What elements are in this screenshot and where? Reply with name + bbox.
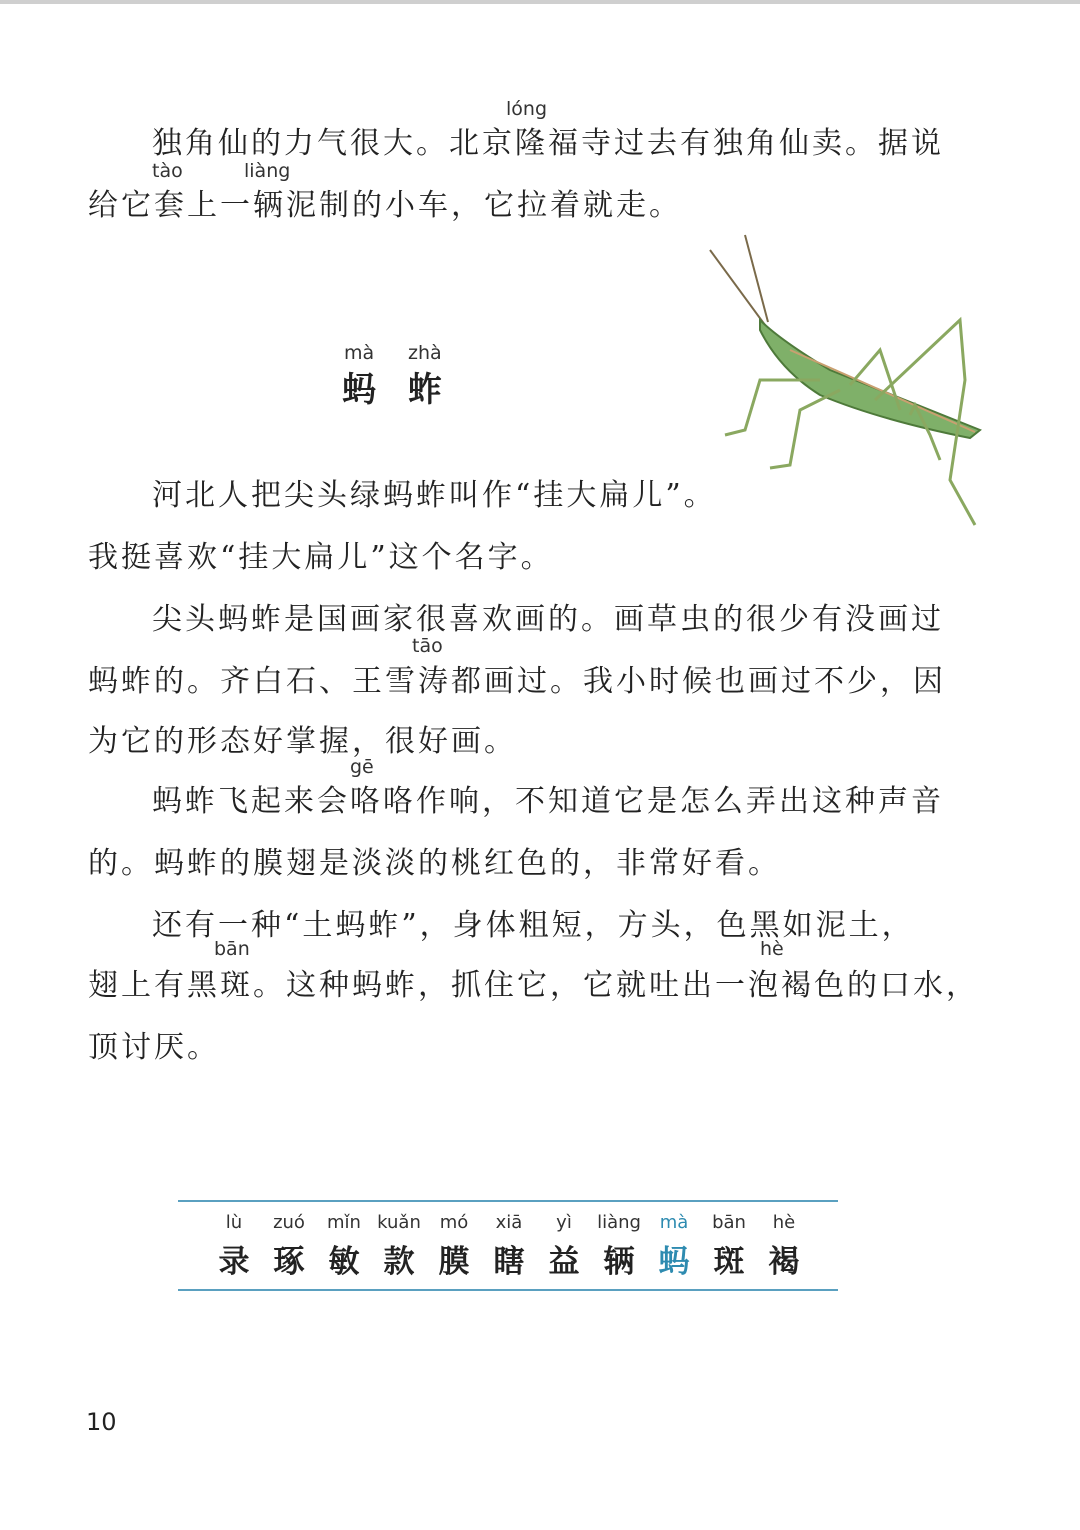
vocab-item bbox=[371, 1212, 427, 1281]
pinyin-ruby: lóng bbox=[506, 98, 548, 120]
pinyin-ruby: hè bbox=[760, 938, 784, 960]
title-pinyin-2: zhà bbox=[408, 342, 442, 364]
vocab-pinyin: mà bbox=[659, 1212, 689, 1233]
vocab-pinyin: kuǎn bbox=[377, 1212, 421, 1233]
vocab-item bbox=[426, 1212, 482, 1281]
vocab-pinyin: zuó bbox=[273, 1212, 305, 1233]
page-top-edge bbox=[0, 0, 1080, 4]
vocab-item bbox=[756, 1212, 812, 1281]
paragraph-line: 我挺喜欢“挂大扁儿”这个名字。 bbox=[88, 540, 554, 575]
vocab-item bbox=[536, 1212, 592, 1281]
pinyin-ruby: tào bbox=[152, 160, 183, 182]
vocab-character: 瞎 bbox=[493, 1244, 525, 1280]
pinyin-ruby: bān bbox=[214, 938, 250, 960]
title-pinyin-1: mà bbox=[344, 342, 375, 364]
paragraph-line: 给它套上一辆泥制的小车，它拉着就走。 bbox=[88, 188, 682, 223]
vocab-character: 益 bbox=[548, 1244, 580, 1280]
vocab-character: 敏 bbox=[328, 1244, 360, 1280]
paragraph-line: 顶讨厌。 bbox=[88, 1030, 220, 1065]
vocab-character: 蚂 bbox=[658, 1244, 690, 1280]
paragraph-line: 尖头蚂蚱是国画家很喜欢画的。画草虫的很少有没画过 bbox=[152, 602, 944, 637]
vocab-character: 膜 bbox=[438, 1244, 470, 1280]
vocab-rule-bottom bbox=[178, 1289, 838, 1291]
vocab-pinyin: bān bbox=[712, 1212, 746, 1233]
pinyin-ruby: tāo bbox=[412, 635, 443, 657]
vocab-character: 辆 bbox=[603, 1244, 635, 1280]
vocab-pinyin: mó bbox=[439, 1212, 469, 1233]
vocab-character: 录 bbox=[218, 1244, 250, 1280]
vocab-item bbox=[701, 1212, 757, 1281]
vocab-pinyin: hè bbox=[772, 1212, 796, 1233]
vocab-item bbox=[646, 1212, 702, 1281]
vocab-pinyin: yì bbox=[556, 1212, 572, 1233]
vocab-character: 褐 bbox=[768, 1244, 800, 1280]
paragraph-line: 蚂蚱的。齐白石、王雪涛都画过。我小时候也画过不少，因 bbox=[88, 664, 946, 699]
vocab-rule-top bbox=[178, 1200, 838, 1202]
vocab-pinyin: mǐn bbox=[327, 1212, 361, 1233]
vocab-character: 琢 bbox=[273, 1244, 305, 1280]
section-title-char-1: 蚂 bbox=[342, 370, 376, 410]
vocab-item bbox=[481, 1212, 537, 1281]
paragraph-line: 独角仙的力气很大。北京隆福寺过去有独角仙卖。据说 bbox=[152, 126, 944, 161]
paragraph-line: 河北人把尖头绿蚂蚱叫作“挂大扁儿”。 bbox=[152, 478, 717, 513]
pinyin-ruby: gē bbox=[350, 756, 374, 778]
page-number: 10 bbox=[86, 1408, 117, 1436]
pinyin-ruby: liàng bbox=[244, 160, 291, 182]
vocab-item bbox=[316, 1212, 372, 1281]
section-title-char-2: 蚱 bbox=[408, 370, 442, 410]
vocab-item bbox=[261, 1212, 317, 1281]
paragraph-line: 蚂蚱飞起来会咯咯作响，不知道它是怎么弄出这种声音 bbox=[152, 784, 944, 819]
paragraph-line: 的。蚂蚱的膜翅是淡淡的桃红色的，非常好看。 bbox=[88, 846, 781, 881]
vocab-character: 款 bbox=[383, 1244, 415, 1280]
paragraph-line: 翅上有黑斑。这种蚂蚱，抓住它，它就吐出一泡褐色的口水， bbox=[88, 968, 979, 1003]
vocab-item bbox=[591, 1212, 647, 1281]
grasshopper-illustration bbox=[700, 230, 1000, 530]
vocab-character: 斑 bbox=[713, 1244, 745, 1280]
vocab-item bbox=[206, 1212, 262, 1281]
paragraph-line: 还有一种“土蚂蚱”，身体粗短，方头，色黑如泥土， bbox=[152, 908, 915, 943]
vocab-pinyin: xiā bbox=[495, 1212, 523, 1233]
vocab-pinyin: liàng bbox=[597, 1212, 641, 1233]
vocab-pinyin: lù bbox=[225, 1212, 243, 1233]
paragraph-line: 为它的形态好掌握，很好画。 bbox=[88, 724, 517, 759]
